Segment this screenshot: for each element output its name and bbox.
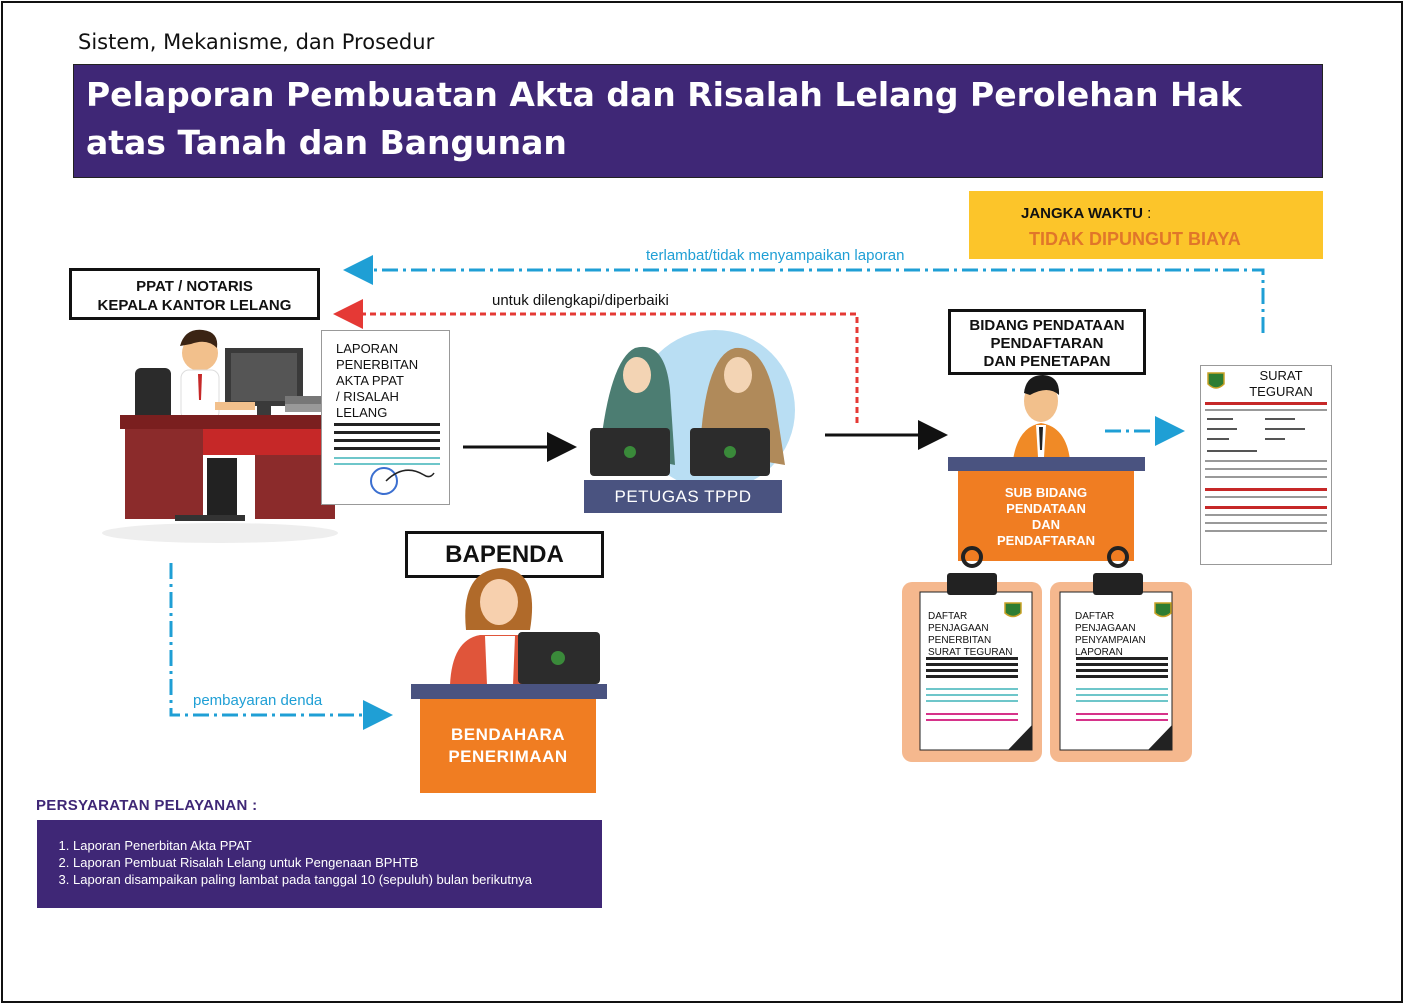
surat-teguran-document — [1200, 365, 1332, 565]
daftar-teguran-title: DAFTAR PENJAGAAN PENERBITAN SURAT TEGURAN — [928, 611, 1013, 658]
page-subtitle: Sistem, Mekanisme, dan Prosedur — [78, 30, 435, 54]
bidang-label: BIDANG PENDATAAN PENDAFTARAN DAN PENETAPAN — [948, 309, 1146, 375]
ppat-label: PPAT / NOTARIS KEPALA KANTOR LELANG — [69, 268, 320, 320]
bendahara-desk: BENDAHARA PENERIMAAN — [420, 699, 596, 793]
bendahara-officer — [430, 560, 615, 685]
ppat-desk-illustration — [95, 320, 345, 545]
tppd-illustration — [570, 330, 810, 490]
surat-teguran-title: SURAT TEGURAN — [1249, 368, 1313, 399]
laporan-document-lines — [334, 423, 444, 501]
flow-label-terlambat: terlambat/tidak menyampaikan laporan — [646, 247, 905, 264]
bapenda-label: BAPENDA — [405, 531, 604, 578]
requirement-item: 3. Laporan disampaikan paling lambat pada tanggal 10 (sepuluh) bulan berikutnya — [73, 871, 602, 888]
daftar-laporan-title: DAFTAR PENJAGAAN PENYAMPAIAN LAPORAN — [1075, 611, 1146, 658]
surat-teguran-lines — [1205, 398, 1329, 558]
sub-bidang-officer — [948, 365, 1148, 465]
jangka-waktu-label: JANGKA WAKTU : — [1021, 205, 1152, 222]
bendahara-desk-top — [411, 684, 607, 699]
jangka-waktu-value: TIDAK DIPUNGUT BIAYA — [1029, 229, 1241, 249]
sub-bidang-desk-top — [948, 457, 1145, 471]
page-title: Pelaporan Pembuatan Akta dan Risalah Lelang Perolehan Hak atas Tanah dan Bangunan — [86, 75, 1242, 162]
emblem-icon — [1207, 372, 1225, 392]
flow-label-dilengkapi: untuk dilengkapi/diperbaiki — [492, 292, 669, 309]
requirement-item: 1. Laporan Penerbitan Akta PPAT — [73, 837, 602, 854]
tppd-label: PETUGAS TPPD — [584, 480, 782, 513]
laporan-document — [321, 330, 450, 505]
laporan-document-title: LAPORAN PENERBITAN AKTA PPAT / RISALAH LELANG — [336, 341, 419, 420]
sub-bidang-desk: SUB BIDANG PENDATAAN DAN PENDAFTARAN — [958, 471, 1134, 561]
requirements-title: PERSYARATAN PELAYANAN : — [36, 797, 258, 814]
flow-label-denda: pembayaran denda — [193, 692, 323, 709]
requirement-item: 2. Laporan Pembuat Risalah Lelang untuk Pengenaan BPHTB — [73, 854, 602, 871]
requirements-box — [37, 820, 602, 908]
